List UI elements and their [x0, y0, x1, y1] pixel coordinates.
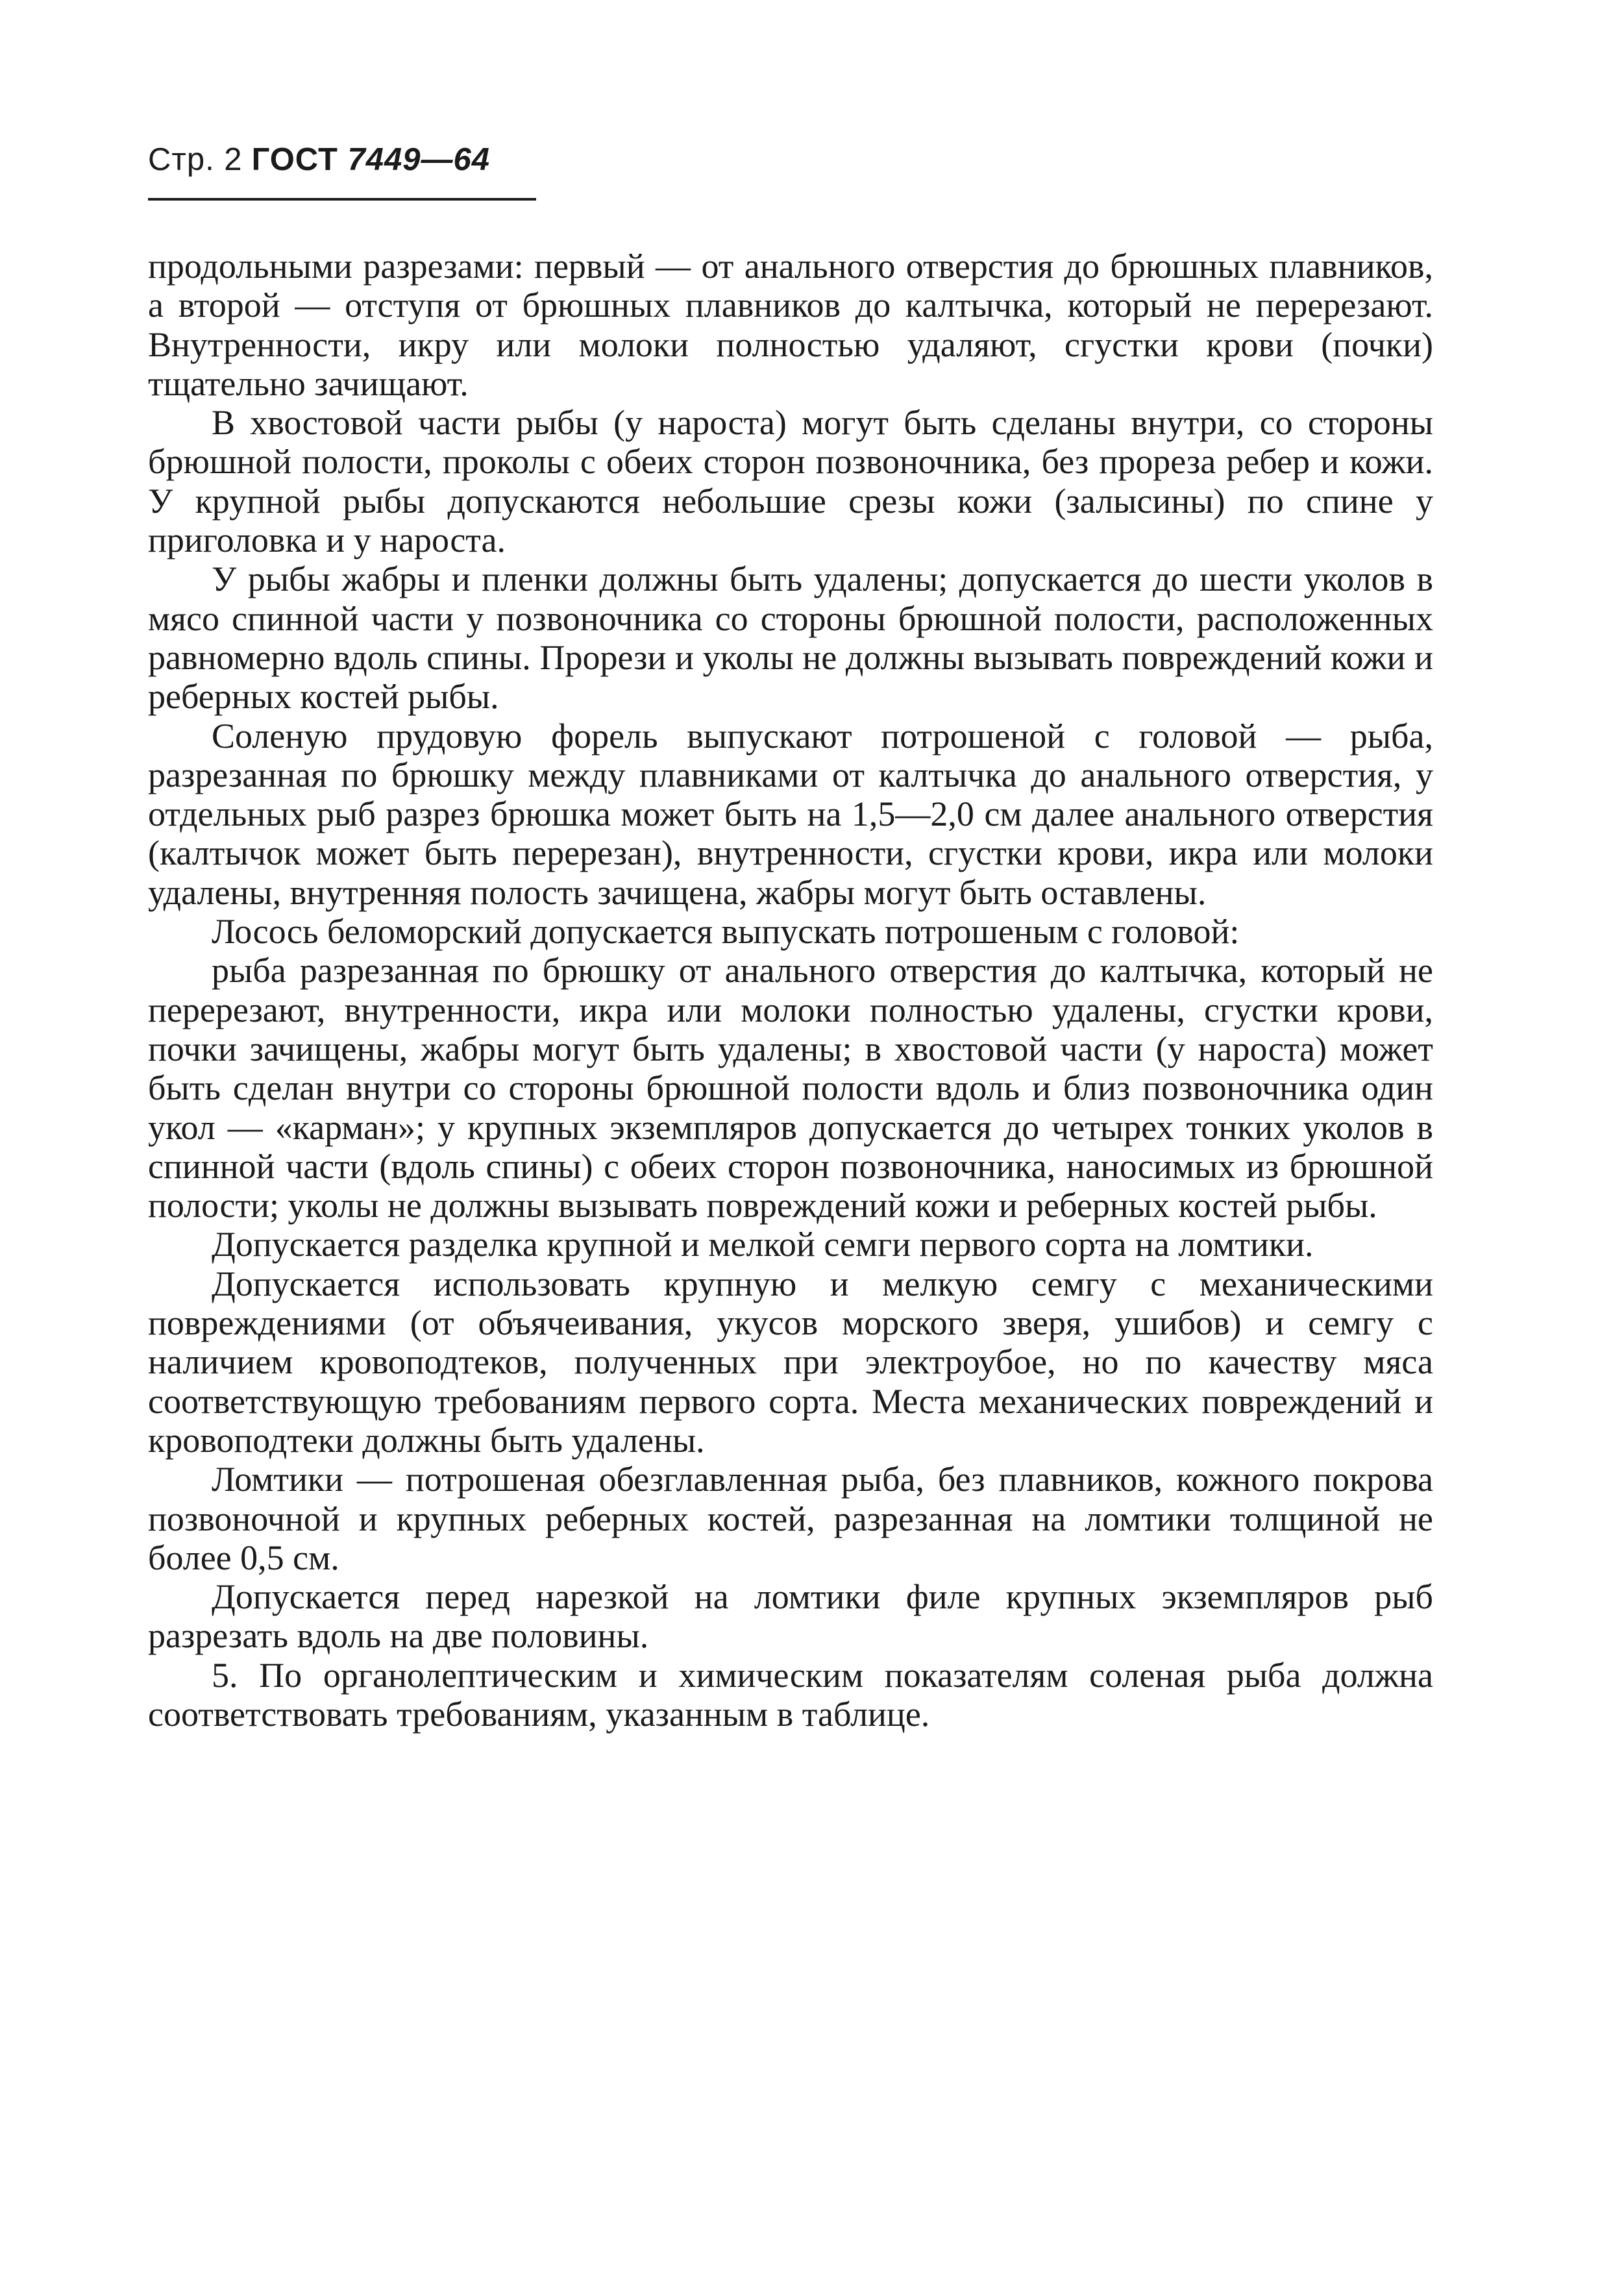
paragraph-salmon-cut: рыба разрезанная по брюшку от анального отверстия до калтычка, который не перерезают, внутренности, икра или молоки полностью удалены, сгустки крови, почки зачищены, жабры могут быть удалены; в хвостовой части (у нароста) может быть сделан внутри со стороны брюшной полости вдоль и близ позвоночника один укол — «карман»; у крупных экземпляров допускается до четырех тонких уколов в спинной части (вдоль спины) с обеих сторон позвоночника, наносимых из брюшной полости; уколы не должны вызывать повреждений кожи и реберных костей рыбы. [148, 951, 1433, 1225]
paragraph-slices-definition: Ломтики — потрошеная обезглавленная рыба, без плавников, кожного покрова позвоночной и крупных реберных костей, разрезанная на ломтики толщиной не более 0,5 см. [148, 1460, 1433, 1577]
page-header [148, 141, 490, 200]
paragraph-continuation: продольными разрезами: первый — от анального отверстия до брюшных плавников, а второй — отступя от брюшных плавников до калтычка, который не перерезают. Внутренности, икру или молоки полностью удаляют, сгустки крови (почки) тщательно зачищают. [148, 247, 1433, 403]
paragraph-damaged-salmon: Допускается использовать крупную и мелкую семгу с механическими повреждениями (от объячеивания, укусов морского зверя, ушибов) и семгу с наличием кровоподтеков, полученных при электроубое, но по качеству мяса соответствующую требованиям первого сорта. Места механических повреждений и кровоподтеки должны быть удалены. [148, 1264, 1433, 1460]
header-rule [148, 198, 536, 201]
paragraph-white-sea-salmon: Лосось беломорский допускается выпускать потрошеным с головой: [212, 912, 1240, 952]
standard-number: 7449—64 [347, 142, 491, 177]
standard-designation [252, 141, 490, 178]
standard-prefix: ГОСТ [251, 142, 348, 177]
paragraph-gills-punctures: У рыбы жабры и пленки должны быть удалены; допускается до шести уколов в мясо спинной части у позвоночника со стороны брюшной полости, расположенных равномерно вдоль спины. Прорези и уколы не должны вызывать повреждений кожи и реберных костей рыбы. [148, 559, 1433, 717]
page-number-label: Стр. 2 [148, 142, 243, 177]
paragraph-fillet-halves: Допускается перед нарезкой на ломтики филе крупных экземпляров рыб разрезать вдоль на две половины. [148, 1577, 1433, 1656]
paragraph-item-5: 5. По органолептическим и химическим показателям соленая рыба должна соответствовать требованиям, указанным в таблице. [148, 1655, 1433, 1734]
paragraph-slices-allowed: Допускается разделка крупной и мелкой семги первого сорта на ломтики. [212, 1225, 1314, 1264]
paragraph-pond-trout: Соленую прудовую форель выпускают потрошеной с головой — рыба, разрезанная по брюшку между плавниками от калтычка до анального отверстия, у отдельных рыб разрез брюшка может быть на 1,5—2,0 см далее анального отверстия (калтычок может быть перерезан), внутренности, сгустки крови, икра или молоки удалены, внутренняя полость зачищена, жабры могут быть оставлены. [148, 716, 1433, 912]
body-text [148, 247, 1433, 1734]
paragraph-tail-section: В хвостовой части рыбы (у нароста) могут быть сделаны внутри, со стороны брюшной полости, проколы с обеих сторон позвоночника, без прореза ребер и кожи. У крупной рыбы допускаются небольшие срезы кожи (залысины) по спине у приголовка и у нароста. [148, 403, 1433, 560]
